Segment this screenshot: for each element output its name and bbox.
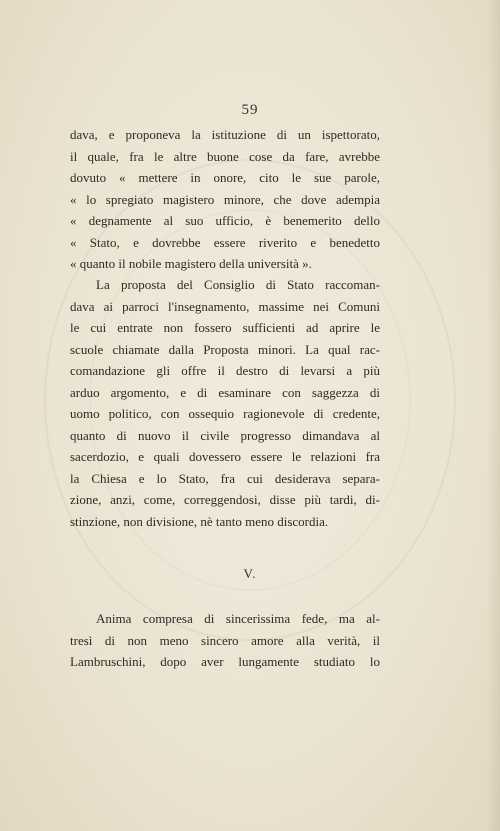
text-line: le cui entrate non fossero sufficienti ad aprire le	[70, 320, 380, 335]
text-line: comandazione gli offre il destro di levarsi a più	[70, 363, 380, 378]
text-line: zione, anzi, come, correggendosi, disse più tardi, di-	[70, 492, 380, 507]
text-line: sacerdozio, e quali dovessero essere le relazioni fra	[70, 449, 380, 464]
paragraph-continuation	[70, 124, 380, 275]
text-line: dava, e proponeva la istituzione di un ispettorato,	[70, 127, 380, 142]
paragraph-section-v	[70, 608, 380, 673]
section-heading: V.	[243, 566, 257, 581]
text-line: « lo spregiato magistero minore, che dove adempia	[70, 191, 380, 207]
text-line: dovuto « mettere in onore, cito le sue parole,	[70, 170, 380, 185]
text-line: tresì di non meno sincero amore alla verità, il	[70, 632, 380, 648]
text-line: « quanto il nobile magistero della università ».	[70, 256, 312, 271]
text-line: Anima compresa di sincerissima fede, ma al-	[96, 611, 380, 626]
text-line: arduo argomento, e di esaminare con saggezza di	[70, 384, 380, 400]
page-number: 59	[241, 102, 259, 118]
paragraph-consiglio	[70, 274, 380, 532]
text-line: quanto di nuovo il civile progresso dimandava al	[70, 427, 380, 443]
text-line: scuole chiamate dalla Proposta minori. La qual rac-	[70, 341, 380, 357]
text-line: « Stato, e dovrebbe essere riverito e benedetto	[70, 234, 380, 250]
text-line: Lambruschini, dopo aver lungamente studiato lo	[70, 654, 380, 669]
text-line: dava ai parroci l'insegnamento, massime nei Comuni	[70, 298, 380, 314]
text-line: La proposta del Consiglio di Stato raccoman-	[96, 277, 380, 292]
page-edge-shadow	[486, 0, 500, 831]
text-line: la Chiesa e lo Stato, fra cui desiderava separa-	[70, 470, 380, 486]
text-line: stinzione, non divisione, nè tanto meno discordia.	[70, 513, 329, 529]
text-line: il quale, fra le altre buone cose da fare, avrebbe	[70, 148, 380, 164]
text-line: uomo politico, con ossequio ragionevole di credente,	[70, 406, 380, 421]
text-line: « degnamente al suo ufficio, è benemerito dello	[70, 213, 380, 228]
